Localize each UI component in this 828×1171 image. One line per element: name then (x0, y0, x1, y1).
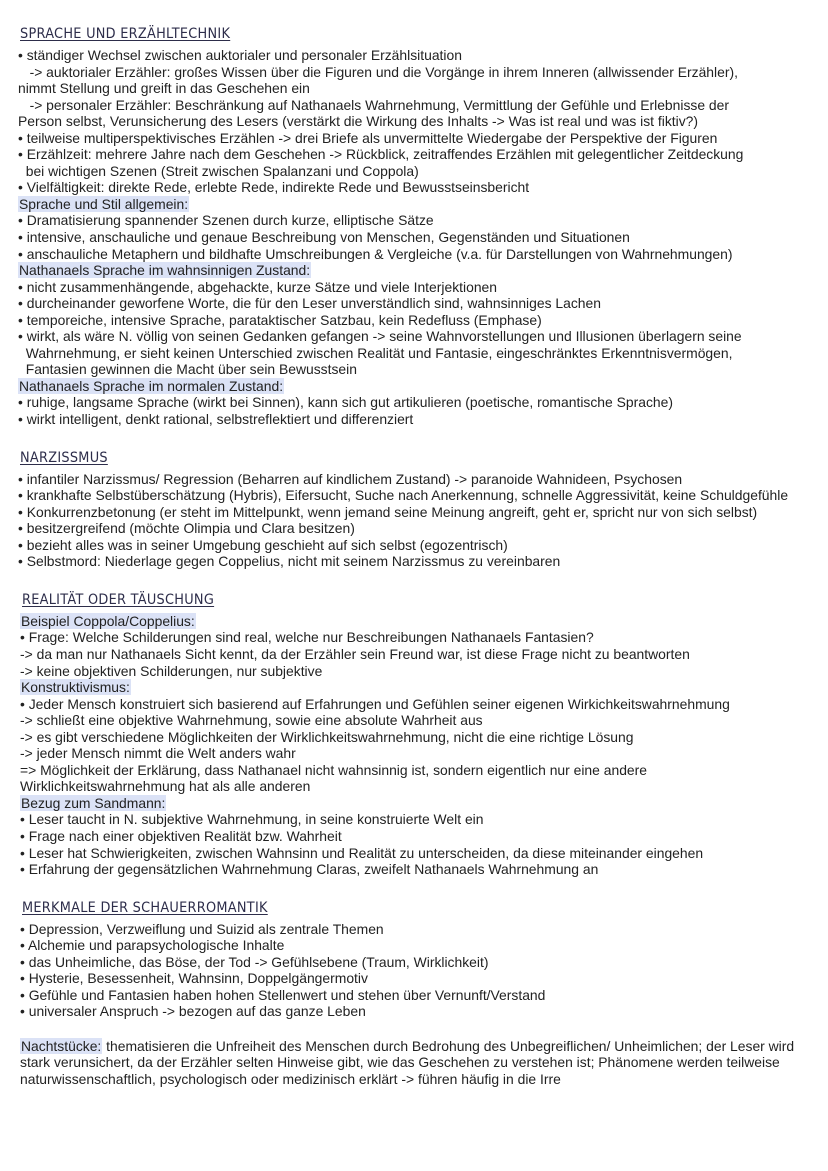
list-item: • Erzählzeit: mehrere Jahre nach dem Geschehen -> Rückblick, zeitraffendes Erzählen mit gelegentlicher Zeitdeckung (18, 146, 744, 163)
list-item: • wirkt, als wäre N. völlig von seinen Gedanken gefangen -> seine Wahnvorstellungen und Illusionen überlagern seine (18, 328, 742, 345)
list-item: bei wichtigen Szenen (Streit zwischen Spalanzani und Coppola) (18, 162, 419, 179)
list-item: • intensive, anschauliche und genaue Beschreibung von Menschen, Gegenständen und Situationen (18, 229, 630, 246)
list-item: • infantiler Narzissmus/ Regression (Beharren auf kindlichem Zustand) -> paranoide Wahnideen, Psychosen (18, 470, 683, 487)
list-item: • Frage nach einer objektiven Realität bzw. Wahrheit (20, 827, 342, 844)
list-item: -> jeder Mensch nimmt die Welt anders wahr (20, 745, 296, 762)
section-narzissmus (18, 448, 823, 570)
section-heading: REALITÄT ODER TÄUSCHUNG (22, 591, 215, 608)
document (18, 24, 823, 1088)
section-heading: NARZISSMUS (20, 449, 108, 466)
section-schauerromantik (20, 898, 823, 1088)
list-item: • Dramatisierung spannender Szenen durch kurze, elliptische Sätze (18, 212, 434, 229)
list-item: • bezieht alles was in seiner Umgebung geschieht auf sich selbst (egozentrisch) (18, 536, 508, 553)
list-item: • anschauliche Metaphern und bildhafte Umschreibungen & Vergleiche (v.a. für Darstellungen von Wahrnehmungen) (18, 245, 733, 262)
list-item: -> es gibt verschiedene Möglichkeiten der Wirklichkeitswahrnehmung, nicht die eine richtige Lösung (20, 728, 634, 745)
list-item: Wirklichkeitswahrnehmung hat als alle anderen (20, 778, 311, 795)
list-item: • Depression, Verzweiflung und Suizid als zentrale Themen (20, 920, 384, 937)
list-item: -> personaler Erzähler: Beschränkung auf Nathanaels Wahrnehmung, Vermittlung der Gefühle und Erlebnisse der (18, 96, 730, 113)
note-text: thematisieren die Unfreiheit des Menschen durch Bedrohung des Unbegreiflichen/ Unheimlichen; der Leser wird stark verunsichert, da der Erzähler selten Hinweise gibt, wie das Geschehen zu verstehen ist; Phänomene werden teilweise naturwissenschaftlich, psychologisch oder medizinisch erklärt -> führen häufig in die Irre (20, 1037, 795, 1088)
list-item: -> da man nur Nathanaels Sicht kennt, da der Erzähler sein Freund war, ist diese Frage nicht zu beantworten (20, 645, 690, 662)
list-item: • Leser hat Schwierigkeiten, zwischen Wahnsinn und Realität zu unterscheiden, da diese miteinander eingehen (20, 844, 704, 861)
list-item: • ruhige, langsame Sprache (wirkt bei Sinnen), kann sich gut artikulieren (poetische, romantische Sprache) (18, 394, 673, 411)
list-item: • durcheinander geworfene Worte, die für den Leser unverständlich sind, wahnsinniges Lachen (18, 295, 601, 312)
note-label: Nachtstücke: (21, 1037, 102, 1054)
subheading-highlight: Konstruktivismus: (21, 679, 130, 696)
note-paragraph (20, 1038, 795, 1088)
list-item: • Leser taucht in N. subjektive Wahrnehmung, in seine konstruierte Welt ein (20, 811, 484, 828)
list-item: => Möglichkeit der Erklärung, dass Nathanael nicht wahnsinnig ist, sondern eigentlich nur eine andere (20, 761, 647, 778)
subheading-highlight: Nathanaels Sprache im wahnsinnigen Zustand: (19, 262, 311, 279)
list-item: Fantasien gewinnen die Macht über sein Bewusstsein (18, 361, 357, 378)
subheading-highlight: Sprache und Stil allgemein: (19, 195, 189, 212)
list-item: -> auktorialer Erzähler: großes Wissen über die Figuren und die Vorgänge in ihrem Inneren (allwissender Erzähler), (18, 63, 738, 80)
list-item: • Vielfältigkeit: direkte Rede, erlebte Rede, indirekte Rede und Bewusstseinsbericht (18, 179, 530, 196)
list-item: -> keine objektiven Schilderungen, nur subjektive (20, 662, 323, 679)
list-item: • Hysterie, Besessenheit, Wahnsinn, Doppelgängermotiv (20, 970, 368, 987)
list-item: • Erfahrung der gegensätzlichen Wahrnehmung Claras, zweifelt Nathanaels Wahrnehmung an (20, 861, 599, 878)
list-item: • das Unheimliche, das Böse, der Tod -> Gefühlsebene (Traum, Wirklichkeit) (20, 953, 489, 970)
list-item: • universaler Anspruch -> bezogen auf das ganze Leben (20, 1003, 366, 1020)
list-item: • Gefühle und Fantasien haben hohen Stellenwert und stehen über Vernunft/Verstand (20, 986, 546, 1003)
section-sprache-erzaehltechnik (18, 24, 823, 428)
list-item: • Jeder Mensch konstruiert sich basierend auf Erfahrungen und Gefühlen seiner eigenen Wirkichkeitswahrnehmung (20, 695, 730, 712)
list-item: • besitzergreifend (möchte Olimpia und Clara besitzen) (18, 520, 355, 537)
list-item: • temporeiche, intensive Sprache, parataktischer Satzbau, kein Redefluss (Emphase) (18, 311, 542, 328)
list-item: nimmt Stellung und greift in das Geschehen ein (18, 80, 310, 97)
subheading-highlight: Bezug zum Sandmann: (21, 794, 166, 811)
list-item: Wahrnehmung, er sieht keinen Unterschied zwischen Realität und Fantasie, eingeschränktes Erkenntnisvermögen, (18, 344, 733, 361)
section-realitaet-taeuschung (20, 590, 823, 878)
list-item: • Frage: Welche Schilderungen sind real, welche nur Beschreibungen Nathanaels Fantasien? (20, 629, 594, 646)
list-item: • nicht zusammenhängende, abgehackte, kurze Sätze und viele Interjektionen (18, 278, 497, 295)
list-item: • Konkurrenzbetonung (er steht im Mittelpunkt, wenn jemand seine Meinung angreift, geht er, spricht nur von sich selbst) (18, 503, 758, 520)
section-heading: SPRACHE UND ERZÄHLTECHNIK (20, 26, 231, 42)
list-item: • wirkt intelligent, denkt rational, selbstreflektiert und differenziert (18, 411, 414, 428)
list-item: • Selbstmord: Niederlage gegen Coppelius, nicht mit seinem Narzissmus zu vereinbaren (18, 553, 561, 570)
subheading-highlight: Beispiel Coppola/Coppelius: (21, 612, 195, 629)
section-heading: MERKMALE DER SCHAUERROMANTIK (22, 899, 268, 916)
list-item: Person selbst, Verunsicherung des Lesers (verstärkt die Wirkung des Inhalts -> Was ist real und was ist fiktiv?) (18, 113, 699, 130)
list-item: -> schließt eine objektive Wahrnehmung, sowie eine absolute Wahrheit aus (20, 712, 483, 729)
list-item: • ständiger Wechsel zwischen auktorialer und personaler Erzählsituation (18, 47, 462, 63)
list-item: • teilweise multiperspektivisches Erzählen -> drei Briefe als unvermittelte Wiedergabe der Perspektive der Figuren (18, 129, 718, 146)
subheading-highlight: Nathanaels Sprache im normalen Zustand: (19, 377, 284, 394)
list-item: • krankhafte Selbstüberschätzung (Hybris), Eifersucht, Suche nach Anerkennung, schnelle Aggressivität, keine Schuldgefühle (18, 487, 789, 504)
list-item: • Alchemie und parapsychologische Inhalte (20, 937, 285, 954)
